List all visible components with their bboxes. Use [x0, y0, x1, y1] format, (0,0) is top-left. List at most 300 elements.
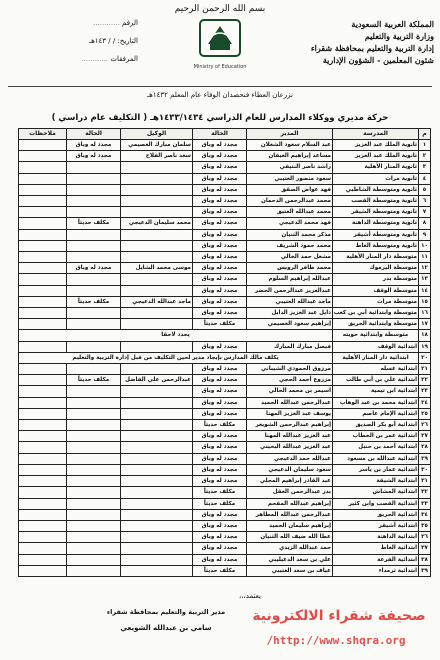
cell-n: ٤ — [419, 173, 431, 184]
cell-s2 — [67, 285, 121, 296]
cell-s1: مجدد له وباق — [193, 151, 247, 162]
cell-s1: مجدد له وباق — [193, 173, 247, 184]
cell-manager: إبراهيم سليمان الحميد — [247, 520, 333, 531]
cell-s1: مجدد له وباق — [193, 341, 247, 352]
cell-n: ٢٦ — [419, 420, 431, 431]
cell-s2 — [67, 453, 121, 464]
cell-n: ٩ — [419, 229, 431, 240]
cell-manager: عطا الله ضيف الله الثنيان — [247, 532, 333, 543]
cell-s2 — [67, 229, 121, 240]
cell-deputy — [121, 364, 193, 375]
cell-s2 — [67, 420, 121, 431]
cell-n: ٢٤ — [419, 397, 431, 408]
cell-s1: مجدد له وباق — [193, 196, 247, 207]
cell-manager: إبراهيم سعود العصيمي — [247, 319, 333, 330]
cell-manager: عبدالله إبراهيم السلوم — [247, 274, 333, 285]
cell-school: ثانوية مرات — [333, 173, 419, 184]
cell-s2 — [67, 509, 121, 520]
cell-n: ٣٢ — [419, 487, 431, 498]
cell-n: ١٧ — [419, 319, 431, 330]
table-row — [19, 375, 431, 386]
table-row — [19, 352, 431, 363]
table-row — [19, 509, 431, 520]
col-header: المدير — [247, 129, 333, 140]
cell-manager: مرزوق الحمودي الشيباني — [247, 364, 333, 375]
cell-s2 — [67, 386, 121, 397]
cell-manager: اسيمر بن محمد الحالي — [247, 386, 333, 397]
cell-note — [19, 498, 67, 509]
cell-deputy — [121, 543, 193, 554]
table-row — [19, 162, 431, 173]
cell-school: ثانوية ومتوسطة القصب — [333, 196, 419, 207]
cell-s2: مكلف حديثاً — [67, 296, 121, 307]
cell-deputy: محمد سليمان الدعيجي — [121, 218, 193, 229]
col-header: الحالة — [193, 129, 247, 140]
cell-school: ابتدائية الشيقة — [333, 476, 419, 487]
cell-school: ابتدائية غسله — [333, 364, 419, 375]
cell-note — [19, 431, 67, 442]
cell-deputy: ماجد عبدالله الدعيجي — [121, 296, 193, 307]
cell-school: ابتدائية الإمام عاصم — [333, 408, 419, 419]
cell-s2 — [67, 498, 121, 509]
cell-deputy — [121, 408, 193, 419]
cell-manager: مذكر محمد الثنيان — [247, 229, 333, 240]
cell-note — [19, 296, 67, 307]
cell-s2 — [67, 442, 121, 453]
bismillah: بسم الله الرحمن الرحيم — [174, 4, 266, 14]
cell-s1: مجدد له وباق — [193, 397, 247, 408]
table-row — [19, 151, 431, 162]
cell-s2 — [67, 487, 121, 498]
approval-salute: يعتمد،،، — [239, 592, 261, 600]
cell-note — [19, 140, 67, 151]
cell-school: ابتدائية الفرعة — [333, 554, 419, 565]
cell-deputy — [121, 285, 193, 296]
cell-deputy — [121, 431, 193, 442]
cell-school: متوسطة دار المنار الأهلية — [333, 252, 419, 263]
logo-caption: Ministry of Education — [193, 64, 247, 70]
cell-school: ابتدائية الحريق — [333, 509, 419, 520]
cell-school: ابتدائية عمار بن ياسر — [333, 464, 419, 475]
cell-n: ١٤ — [419, 285, 431, 296]
cell-deputy — [121, 319, 193, 330]
org-line: شئون المعلمين - الشؤون الإدارية — [322, 55, 434, 65]
cell-manager: محمد حمود الشريف — [247, 240, 333, 251]
cell-note — [19, 285, 67, 296]
slogan: نزرعان العطاء فنحصدان الوفاء عام المعلم ١٤٣٢هـ — [147, 91, 293, 99]
cell-deputy — [121, 207, 193, 218]
cell-s2 — [67, 274, 121, 285]
cell-manager: عبدالرحمن عبدالله المطاهر — [247, 509, 333, 520]
cell-s1: مجدد له وباق — [193, 509, 247, 520]
cell-school: ثانوية الملك عبد العزيز — [333, 140, 419, 151]
cell-note — [19, 218, 67, 229]
cell-s1: مجدد له وباق — [193, 263, 247, 274]
table-row — [19, 218, 431, 229]
date-label: التاريخ: — [117, 37, 138, 45]
table-row — [19, 408, 431, 419]
cell-deputy — [121, 196, 193, 207]
cell-note — [19, 532, 67, 543]
cell-s2 — [67, 196, 121, 207]
cell-school: ابتدائية دار المنار الأهلية — [333, 352, 419, 363]
cell-deputy — [121, 420, 193, 431]
cell-s1: مكلف حديثاً — [193, 319, 247, 330]
document-title: حركة مديري ووكلاء المدارس للعام الدراسي ١٤٣٣/١٤٣٤هـ ( التكليف عام دراسي ) — [51, 113, 389, 123]
cell-deputy — [121, 240, 193, 251]
cell-school: متوسطة وابتدائية أبي بن كعب — [333, 308, 419, 319]
cell-n: ٢٧ — [419, 431, 431, 442]
cell-manager: عبد القادر إبراهيم المجلي — [247, 476, 333, 487]
cell-s2 — [67, 240, 121, 251]
cell-s1: مجدد له وباق — [193, 240, 247, 251]
cell-note — [19, 397, 67, 408]
cell-s1: مجدد له وباق — [193, 554, 247, 565]
cell-manager: عبدالعزيز عبدالرحمن الحضر — [247, 285, 333, 296]
cell-s1: مجدد له وباق — [193, 442, 247, 453]
cell-note — [19, 375, 67, 386]
signer-name: سامي بن عبدالله الشويعي — [120, 624, 212, 632]
header-divider — [8, 86, 432, 87]
cell-n: ٢٣ — [419, 386, 431, 397]
cell-manager: محمد عبدالرحمن الدحمان — [247, 196, 333, 207]
table-row — [19, 140, 431, 151]
cell-school: ابتدائية ابن تيمية — [333, 386, 419, 397]
cell-manager: محمد ظافر الرويس — [247, 263, 333, 274]
cell-s1: مجدد له وباق — [193, 218, 247, 229]
cell-manager: مزروع أحمد الحجي — [247, 375, 333, 386]
cell-s2 — [67, 308, 121, 319]
table-header-row — [19, 129, 431, 140]
cell-s2: مجدد له وباق — [67, 263, 121, 274]
cell-s2: مكلف حديثاً — [67, 375, 121, 386]
cell-s1: مجدد له وباق — [193, 375, 247, 386]
cell-note — [19, 453, 67, 464]
cell-n: ٣٤ — [419, 509, 431, 520]
table-row — [19, 487, 431, 498]
cell-n: ١٦ — [419, 308, 431, 319]
cell-s1: مجدد له وباق — [193, 476, 247, 487]
table-row — [19, 364, 431, 375]
cell-deputy — [121, 274, 193, 285]
cell-note — [19, 274, 67, 285]
cell-s1: مجدد له وباق — [193, 184, 247, 195]
cell-school: ثانوية الملك عبد العزيز — [333, 151, 419, 162]
table-body — [19, 140, 431, 577]
cell-note — [19, 252, 67, 263]
org-header — [284, 18, 434, 66]
cell-n: ٢٥ — [419, 408, 431, 419]
cell-note — [19, 464, 67, 475]
cell-deputy: سلمان مبارك العصيمي — [121, 140, 193, 151]
cell-deputy: سعد ناصر الفلاح — [121, 151, 193, 162]
cell-s2 — [67, 207, 121, 218]
cell-s2 — [67, 252, 121, 263]
cell-note — [19, 151, 67, 162]
cell-deputy: موسى محمد الشايل — [121, 263, 193, 274]
cell-school: متوسطة اليرموك — [333, 263, 419, 274]
cell-s2 — [67, 565, 121, 576]
table-row — [19, 453, 431, 464]
cell-deputy — [121, 184, 193, 195]
cell-n: ٣٥ — [419, 520, 431, 531]
cell-deputy — [121, 498, 193, 509]
cell-note — [19, 184, 67, 195]
table-row — [19, 565, 431, 576]
cell-school: متوسطة مرات — [333, 296, 419, 307]
cell-school: ابتدائية عبدالله بن مسعود — [333, 453, 419, 464]
cell-note — [19, 263, 67, 274]
cell-manager: محمد عبدالله العتيق — [247, 207, 333, 218]
assignments-table — [18, 128, 431, 577]
cell-deputy — [121, 476, 193, 487]
cell-manager: ماجد عبدالله العتيبي — [247, 296, 333, 307]
cell-s1: مجدد له وباق — [193, 408, 247, 419]
cell-school: ابتدائية الغاط — [333, 543, 419, 554]
cell-manager: عبد العزيز عبدالله البخيتي — [247, 442, 333, 453]
cell-s2 — [67, 554, 121, 565]
cell-deputy — [121, 453, 193, 464]
cell-deputy — [121, 442, 193, 453]
cell-manager: دايل عبد العزيز الدايل — [247, 308, 333, 319]
cell-s2 — [67, 431, 121, 442]
cell-deputy — [121, 520, 193, 531]
cell-s1: مجدد له وباق — [193, 229, 247, 240]
cell-deputy — [121, 386, 193, 397]
cell-note — [19, 442, 67, 453]
cell-school: ثانوية ومتوسطة أشيقر — [333, 229, 419, 240]
cell-manager: سعود سليمان الدعيجي — [247, 464, 333, 475]
cell-n: ١٩ — [419, 341, 431, 352]
cell-manager: فهد محمد الدعيجي — [247, 218, 333, 229]
cell-manager: عبدالله حمد الدعيجي — [247, 453, 333, 464]
cell-n: ١٨ — [419, 330, 431, 341]
cell-s1: مجدد له وباق — [193, 308, 247, 319]
col-header: الحالة — [67, 129, 121, 140]
cell-s1: مجدد له وباق — [193, 296, 247, 307]
cell-note — [19, 173, 67, 184]
cell-note — [19, 341, 67, 352]
table-row — [19, 296, 431, 307]
cell-note — [19, 554, 67, 565]
table-row — [19, 207, 431, 218]
table-row — [19, 520, 431, 531]
cell-n: ٧ — [419, 207, 431, 218]
cell-manager: يوسف عبد العزيز المهنا — [247, 408, 333, 419]
cell-school: ابتدائية الوقف — [333, 341, 419, 352]
cell-s1: مجدد له وباق — [193, 543, 247, 554]
cell-n: ٣٧ — [419, 543, 431, 554]
cell-school: ابتدائية القصب وابن كثير — [333, 498, 419, 509]
cell-s1: مكلف حديثاً — [193, 420, 247, 431]
cell-n: ٢٩ — [419, 453, 431, 464]
cell-deputy — [121, 532, 193, 543]
table-row — [19, 386, 431, 397]
cell-s2 — [67, 364, 121, 375]
cell-s2 — [67, 520, 121, 531]
cell-n: ١٢ — [419, 263, 431, 274]
cell-note — [19, 162, 67, 173]
cell-n: ١٣ — [419, 274, 431, 285]
cell-school: متوسطة بدر — [333, 274, 419, 285]
cell-school: متوسطة وابتدائية الحريق — [333, 319, 419, 330]
cell-n: ٣١ — [419, 476, 431, 487]
cell-n: ٢٨ — [419, 442, 431, 453]
date-value: / / ١٤٣هـ — [89, 37, 116, 45]
cell-manager: حمد عبدالله الزيدي — [247, 543, 333, 554]
cell-school: ابتدائية الداهنة — [333, 532, 419, 543]
cell-s1: مجدد له وباق — [193, 520, 247, 531]
table-row — [19, 431, 431, 442]
attach-label: المرفقات — [110, 55, 138, 63]
cell-deputy: عبدالرحمن علي الفاضل — [121, 375, 193, 386]
cell-n: ١٥ — [419, 296, 431, 307]
cell-s2 — [67, 341, 121, 352]
table-row — [19, 173, 431, 184]
cell-note — [19, 364, 67, 375]
cell-manager: فيصل مبارك المبارك — [247, 341, 333, 352]
cell-n: ٢٢ — [419, 375, 431, 386]
table-row — [19, 397, 431, 408]
cell-n: ٣٦ — [419, 532, 431, 543]
org-line: وزارة التربية والتعليم — [364, 31, 434, 41]
cell-s2 — [67, 184, 121, 195]
cell-s2: مجدد له وباق — [67, 151, 121, 162]
cell-note — [19, 207, 67, 218]
cell-manager: بدر عبدالرحمن العقل — [247, 487, 333, 498]
cell-school: ثانوية ومتوسطة الغاط — [333, 240, 419, 251]
cell-note — [19, 565, 67, 576]
cell-manager: مشعل حمد الخالي — [247, 252, 333, 263]
cell-s1: مجدد له وباق — [193, 285, 247, 296]
cell-school: ثانوية ومتوسطة الداهنة — [333, 218, 419, 229]
cell-n: ٣٩ — [419, 565, 431, 576]
cell-s1: مجدد له وباق — [193, 431, 247, 442]
cell-school: ابتدائية أحمد بن حنبل — [333, 442, 419, 453]
cell-manager: عبدالرحمن عبدالله الحميد — [247, 397, 333, 408]
cell-s2 — [67, 162, 121, 173]
cell-s2 — [67, 397, 121, 408]
cell-s1: مجدد له وباق — [193, 453, 247, 464]
cell-school: ابتدائية محمد بن عبد الوهاب — [333, 397, 419, 408]
cell-n: ٣٠ — [419, 464, 431, 475]
cell-s1: مجدد له وباق — [193, 274, 247, 285]
cell-note — [19, 319, 67, 330]
cell-deputy — [121, 308, 193, 319]
cell-n: ٦ — [419, 196, 431, 207]
table-row — [19, 196, 431, 207]
col-header: ملاحظات — [19, 129, 67, 140]
table-row — [19, 420, 431, 431]
cell-n: ٨ — [419, 218, 431, 229]
cell-manager: إبراهيم عبدالله المقحم — [247, 498, 333, 509]
cell-note — [19, 386, 67, 397]
org-line: المملكة العربية السعودية — [351, 19, 434, 29]
cell-note — [19, 196, 67, 207]
cell-deputy — [121, 487, 193, 498]
cell-n: ٥ — [419, 184, 431, 195]
watermark-name: صحيفة شقراء الالكترونية — [252, 608, 426, 624]
ministry-logo-icon — [196, 14, 244, 62]
signer-title: مدير التربية والتعليم بمحافظة شقراء — [106, 608, 226, 616]
cell-deputy — [121, 252, 193, 263]
cell-s1: مجدد له وباق — [193, 140, 247, 151]
cell-note — [19, 509, 67, 520]
cell-n: ٣٣ — [419, 498, 431, 509]
cell-n: ٣٨ — [419, 554, 431, 565]
cell-note — [19, 476, 67, 487]
cell-deputy — [121, 229, 193, 240]
cell-n: ٢ — [419, 151, 431, 162]
cell-note — [19, 229, 67, 240]
cell-school: ابتدائية علي بن أبي طالب — [333, 375, 419, 386]
cell-n: ٣ — [419, 162, 431, 173]
cell-manager: سعود منصور العتيبي — [247, 173, 333, 184]
cell-school: ابتدائية ثرمداء — [333, 565, 419, 576]
cell-note — [19, 520, 67, 531]
cell-deputy — [121, 173, 193, 184]
cell-s1: مجدد له وباق — [193, 252, 247, 263]
table-row — [19, 498, 431, 509]
cell-note — [19, 487, 67, 498]
cell-deputy — [121, 554, 193, 565]
cell-manager: إبراهيم عبدالرحمن الشويعر — [247, 420, 333, 431]
cell-note — [19, 308, 67, 319]
cell-school: ثانوية ومتوسطة الشاطبي — [333, 184, 419, 195]
cell-n: ١٠ — [419, 240, 431, 251]
table-row — [19, 532, 431, 543]
table-row — [19, 285, 431, 296]
table-row — [19, 442, 431, 453]
cell-n: ١ — [419, 140, 431, 151]
cell-deputy — [121, 397, 193, 408]
table-row — [19, 330, 431, 341]
cell-note — [19, 420, 67, 431]
table-row — [19, 263, 431, 274]
table-row — [19, 308, 431, 319]
table-row — [19, 274, 431, 285]
cell-s1: مجدد له وباق — [193, 464, 247, 475]
reference-block: الرقم ............ التاريخ: / / ١٤٣هـ المرفقات ............ — [81, 19, 138, 63]
cell-school: ثانوية المنار الأهلية — [333, 162, 419, 173]
table-row — [19, 554, 431, 565]
cell-school: ثانوية ومتوسطة الشيقر — [333, 207, 419, 218]
table-row — [19, 252, 431, 263]
table-row — [19, 476, 431, 487]
cell-s1: مكلف حديثاً — [193, 487, 247, 498]
cell-school: ابتدائية أشيقر — [333, 520, 419, 531]
cell-note — [19, 408, 67, 419]
cell-manager: فهد عواض الصقق — [247, 184, 333, 195]
cell-span: يحدد لاحقا — [19, 330, 333, 341]
cell-s1: مجدد له وباق — [193, 386, 247, 397]
cell-n: ١١ — [419, 252, 431, 263]
cell-manager: عبد السلام سعود الشعلان — [247, 140, 333, 151]
cell-s2 — [67, 173, 121, 184]
cell-deputy — [121, 509, 193, 520]
cell-school: متوسطة الوقف — [333, 285, 419, 296]
cell-s1: مجدد له وباق — [193, 207, 247, 218]
cell-s2: مجدد له وباق — [67, 140, 121, 151]
cell-s2 — [67, 476, 121, 487]
cell-school: ابتدائية المشاش — [333, 487, 419, 498]
org-line: إدارة التربية والتعليم بمحافظة شقراء — [310, 43, 434, 53]
cell-span: يكلف مالك المدارس بإيجاد مدير لحين التكليف من قبل إدارة التربية والتعليم — [19, 352, 333, 363]
cell-manager: عياف بن سعد العتيبي — [247, 565, 333, 576]
cell-deputy — [121, 341, 193, 352]
table-row — [19, 184, 431, 195]
cell-school: متوسطة وابتدائية حويته — [333, 330, 419, 341]
